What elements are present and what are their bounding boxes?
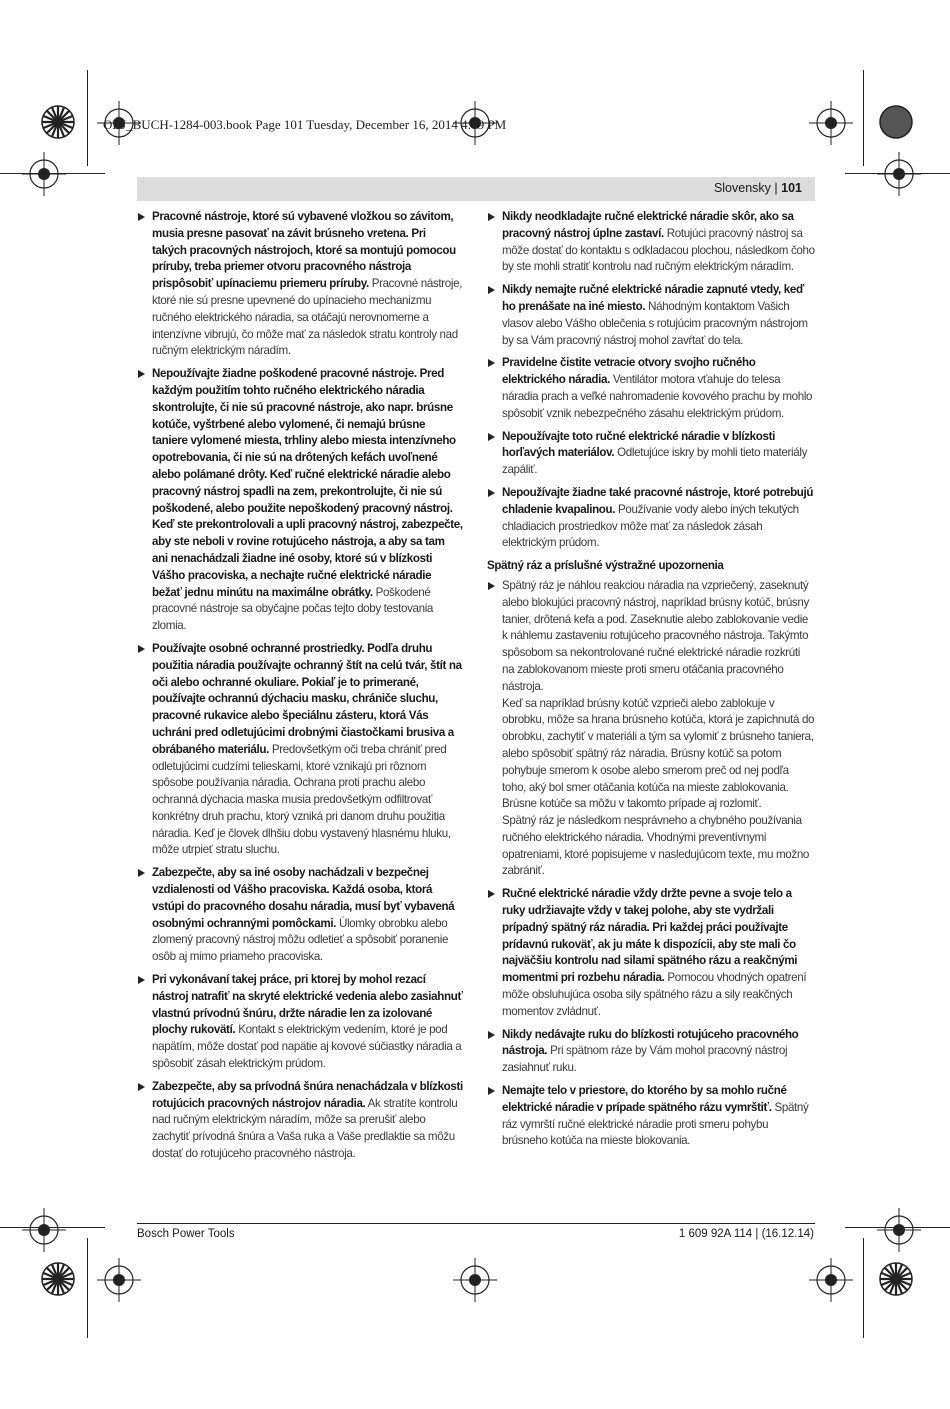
bullet-item xyxy=(137,865,463,966)
header-separator: | xyxy=(774,181,778,195)
bullet-triangle-icon xyxy=(488,1087,495,1095)
left-column xyxy=(137,209,463,1169)
bullet-item xyxy=(487,209,815,276)
bullet-bold-text: Nemajte telo v priestore, do ktorého by sa mohlo ručné elektrické náradie v prípade spätného rázu vymrštiť. xyxy=(502,1084,787,1114)
bullet-bold-text: Nepoužívajte toto ručné elektrické náradie v blízkosti horľavých materiálov. xyxy=(502,429,775,460)
bullet-normal-text: Kontakt s elektrickým vedením, ktoré je pod napätím, môže dostať pod napätie aj kovové súčiastky náradia a spôsobiť zásah elektrickým prúdom. xyxy=(152,1023,462,1071)
bullet-bold-text: Nikdy nedávajte ruku do blízkosti rotujúceho pracovného nástroja. xyxy=(502,1027,799,1058)
bullet-normal-text: Poškodené pracovné nástroje sa obyčajne počas tejto doby testovania zlomia. xyxy=(152,585,434,633)
starburst-target-icon xyxy=(40,104,76,140)
right-column xyxy=(487,209,815,1156)
bullet-triangle-icon xyxy=(138,869,145,877)
bullet-bold-text: Pri vykonávaní takej práce, pri ktorej by mohol rezací nástroj natrafiť na skryté elektrické vedenia alebo zasiahnuť vlastnú prívodnú šnúru, držte náradie len za izolované plochy rukovätí. xyxy=(152,973,463,1037)
bullet-triangle-icon xyxy=(488,213,495,221)
bullet-item xyxy=(487,1027,815,1077)
bullet-normal-text: Rotujúci pracovný nástroj sa môže dostať do kontaktu s odkladacou plochou, následkom čoho by ste mohli stratiť kontrolu nad ručným elektrickým náradím. xyxy=(502,226,815,274)
bullet-item xyxy=(487,1083,815,1150)
bullet-normal-text: Predovšetkým oči treba chrániť pred odletujúcimi cudzími telieskami, ktoré vznikajú pri rôznom spôsobe používania náradia. Ochrana proti prachu alebo ochranná dýchacia maska musia predovšetkým odfiltrovať konkrétny druh prachu, ktorý vzniká pri danom druhu použitia náradia. Keď je človek dlhšiu dobu vystavený hlasnému hluku, môže utrpieť stratu sluchu. xyxy=(152,742,451,857)
bullet-normal-text: Pomocou vhodných opatrení môže obsluhujúca osoba sily spätného rázu a sily reakčných momentov zvládnuť. xyxy=(502,971,807,1018)
bullet-bold-text: Zabezpečte, aby sa prívodná šnúra nenachádzala v blízkosti rotujúcich pracovných nástrojov náradia. xyxy=(152,1079,463,1110)
bullet-triangle-icon xyxy=(488,890,495,898)
bullet-item xyxy=(487,578,815,880)
bullet-triangle-icon xyxy=(138,976,145,984)
bullet-bold-text: Zabezpečte, aby sa iné osoby nachádzali v bezpečnej vzdialenosti od Vášho pracoviska. Každá osoba, ktorá vstúpi do pracovného dosahu náradia, musí byť vybavená osobnými ochrannými pomôckami. xyxy=(152,866,455,930)
section-title: Spätný ráz a príslušné výstražné upozornenia xyxy=(487,559,724,573)
bullet-item xyxy=(487,485,815,552)
bullet-triangle-icon xyxy=(138,213,145,221)
registration-mark-icon xyxy=(809,1258,853,1302)
bullet-bold-text: Pracovné nástroje, ktoré sú vybavené vložkou so závitom, musia presne pasovať na závit brúsneho vretena. Pri takých pracovných nástrojoch, ktoré sa montujú pomocou príruby, treba priemer otvoru pracovného nástroja prispôsobiť upínaciemu priemeru príruby. xyxy=(152,210,456,291)
footer-rule xyxy=(137,1223,815,1224)
bullet-normal-text: Úlomky obrobku alebo zlomený pracovný nástroj môžu odletieť a spôsobiť poranenie osôb aj mimo priameho pracoviska. xyxy=(152,916,449,964)
registration-mark-icon xyxy=(22,1208,66,1252)
file-info-line: OBJ_BUCH-1284-003.book Page 101 Tuesday, December 16, 2014 4:09 PM xyxy=(103,117,507,132)
bullet-bold-text: Nikdy neodkladajte ručné elektrické náradie skôr, ako sa pracovný nástroj úplne zastaví. xyxy=(502,210,794,240)
registration-mark-icon xyxy=(22,152,66,196)
registration-mark-icon xyxy=(809,101,853,145)
bullet-triangle-icon xyxy=(138,1083,145,1091)
bullet-item xyxy=(137,209,463,360)
bullet-normal-text: Ventilátor motora vťahuje do telesa náradia prach a veľké nahromadenie kovového prachu by mohlo spôsobiť vznik nebezpečného zásahu elektrickým prúdom. xyxy=(502,373,813,420)
registration-mark-icon xyxy=(453,1258,497,1302)
running-header xyxy=(714,181,802,195)
bullet-item xyxy=(137,366,463,635)
footer-brand: Bosch Power Tools xyxy=(137,1228,235,1240)
registration-mark-icon xyxy=(877,1208,921,1252)
starburst-target-icon xyxy=(40,1261,76,1297)
bullet-normal-text: Náhodným kontaktom Vašich vlasov alebo Vášho oblečenia s rotujúcim pracovným nástrojom by sa Vám pracovný nástroj mohol zavŕtať do tela. xyxy=(502,299,808,347)
bullet-bold-text: Používajte osobné ochranné prostriedky. Podľa druhu použitia náradia používajte ochranný štít na celú tvár, štít na oči alebo ochranné okuliare. Pokiaľ je to primerané, používajte ochrannú dýchaciu masku, chrániče sluchu, pracovné rukavice alebo špeciálnu zásteru, ktorá Vás uchráni pred odletujúcimi drobnými čiastočkami brusiva a obrábaného materiálu. xyxy=(152,641,462,756)
bullet-triangle-icon xyxy=(488,359,495,367)
bullet-triangle-icon xyxy=(488,433,495,441)
bullet-item xyxy=(487,886,815,1020)
bullet-normal-text: Spätný ráz je náhlou reakciou náradia na vzpriečený, zaseknutý alebo blokujúci pracovný nástroj, napríklad brúsny kotúč, brúsny tanier, drôtená kefa a pod. Zaseknutie alebo zablokovanie vedie k náhlemu zastaveniu rotujúceho pracovného nástroja. Takýmto spôsobom sa nekontrolované ručné elektrické náradie rozkrúti na zablokovanom mieste proti smeru otáčania pracovného nástroja. Keď sa napríklad brúsny kotúč vzprieči alebo zablokuje v obrobku, môže sa hrana brúsneho kotúča, ktorá je zapichnutá do obrobku, zachytiť v materiáli a tým sa vylomiť z brúsneho taniera, alebo spôsobiť spätný ráz náradia. Brúsny kotúč sa potom pohybuje smerom k osobe alebo smerom preč od nej podľa toho, aký bol smer otáčania kotúča na mieste zablokovania. Brúsne kotúče sa môžu v takomto prípade aj rozlomiť. Spätný ráz je následkom nesprávneho a chybného používania ručného elektrického náradia. Vhodnými preventívnymi opatreniami, ktoré popisujeme v nasledujúcom texte, mu možno zabrániť. xyxy=(502,578,815,878)
bullet-bold-text: Nikdy nemajte ručné elektrické náradie zapnuté vtedy, keď ho prenášate na iné miesto. xyxy=(502,283,804,313)
page-number: 101 xyxy=(781,181,802,195)
bullet-normal-text: Ak stratíte kontrolu nad ručným elektrickým náradím, môže sa prerušiť alebo zachytiť prívodná šnúra a Vaša ruka a Vaše predlaktie sa môžu dostať do rotujúceho pracovného nástroja. xyxy=(152,1096,458,1161)
bullet-normal-text: Odletujúce iskry by mohli tieto materiály zapáliť. xyxy=(502,446,808,477)
bullet-normal-text: Pri spätnom ráze by Vám mohol pracovný nástroj zasiahnuť ruku. xyxy=(502,1044,788,1075)
bullet-normal-text: Spätný ráz vymrští ručné elektrické náradie proti smeru pohybu brúsneho kotúča na mieste blokovania. xyxy=(502,1100,809,1148)
bullet-triangle-icon xyxy=(488,489,495,497)
bullet-triangle-icon xyxy=(488,582,495,590)
bullet-bold-text: Ručné elektrické náradie vždy držte pevne a svoje telo a ruky udržiavajte vždy v takej polohe, aby ste vydržali prípadný spätný ráz náradia. Pri každej práci používajte prídavnú rukoväť, ak ju máte k dispozícii, aby ste mali čo najväčšiu kontrolu nad silami spätného rázu a reakčnými momentmi pri rozbehu náradia. xyxy=(502,887,798,985)
bullet-triangle-icon xyxy=(488,286,495,294)
header-language: Slovensky xyxy=(713,181,771,195)
bullet-bold-text: Pravidelne čistite vetracie otvory svojho ručného elektrického náradia. xyxy=(502,356,756,387)
bullet-item xyxy=(487,429,815,479)
starburst-target-icon xyxy=(878,1261,914,1297)
bullet-triangle-icon xyxy=(138,370,145,378)
bullet-bold-text: Nepoužívajte žiadne poškodené pracovné nástroje. Pred každým použitím tohto ručného elektrického náradia skontrolujte, či nie sú pracovné nástroje, ako napr. brúsne kotúče, vyštrbené alebo vylomené, či nemajú brúsne taniere vylomené miesta, trhliny alebo miesta intenzívneho opotrebovania, či nie sú na drôtených kefách uvoľnené alebo polámané drôty. Keď ručné elektrické náradie alebo pracovný nástroj spadli na zem, prekontrolujte, či nie sú poškodené, alebo použite nepoškodený pracovný nástroj. Keď ste prekontrolovali a upli pracovný nástroj, zabezpečte, aby ste neboli v rovine rotujúceho nástroja, a aby sa tam ani nenachádzali žiadne iné osoby, ktoré sú v blízkosti Vášho pracoviska, a nechajte ručné elektrické náradie bežať jednu minútu na maximálne obrátky. xyxy=(152,367,463,599)
bullet-normal-text: Používanie vody alebo iných tekutých chladiacich prostriedkov môže mať za následok zásah elektrickým prúdom. xyxy=(502,502,799,550)
bullet-item xyxy=(487,282,815,349)
footer-doc-number: 1 609 92A 114 | (16.12.14) xyxy=(678,1228,814,1240)
bullet-bold-text: Nepoužívajte žiadne také pracovné nástroje, ktoré potrebujú chladenie kvapalinou. xyxy=(502,485,814,516)
gray-target-icon xyxy=(878,104,914,140)
bullet-normal-text: Pracovné nástroje, ktoré nie sú presne upevnené do upínacieho mechanizmu ručného elektrického náradia, sa otáčajú nerovnomerne a intenzívne vibrujú, čo môže mať za následok stratu kontroly nad ručným elektrickým náradím. xyxy=(152,277,463,358)
bullet-item xyxy=(137,972,463,1073)
bullet-item xyxy=(487,355,815,422)
bullet-triangle-icon xyxy=(488,1031,495,1039)
bullet-item xyxy=(137,1079,463,1163)
registration-mark-icon xyxy=(877,152,921,196)
bullet-triangle-icon xyxy=(138,645,145,653)
bullet-item xyxy=(137,641,463,859)
registration-mark-icon xyxy=(97,1258,141,1302)
